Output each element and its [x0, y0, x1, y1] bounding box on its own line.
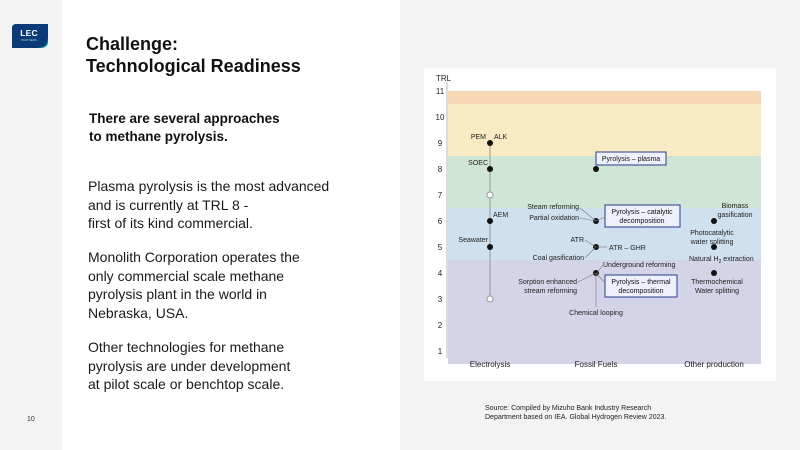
- source-line-2: Department based on IEA. Global Hydrogen Review 2023.: [485, 414, 667, 421]
- y-tick-label: 9: [437, 139, 443, 148]
- label-steam-reforming: Steam reforming: [527, 204, 579, 211]
- title-line-1: Challenge:: [86, 34, 179, 54]
- text-pyrolysis-thermal-2: decomposition: [618, 288, 664, 295]
- y-tick-label: 6: [437, 217, 443, 226]
- label-chemical-looping: Chemical looping: [569, 310, 623, 317]
- chart-point: [711, 270, 717, 276]
- y-tick-label: 1: [437, 347, 443, 356]
- label-atr-ghr: ATR – GHR: [609, 245, 646, 252]
- paragraph-plasma: [88, 177, 329, 233]
- para-line: Monolith Corporation operates the: [88, 249, 300, 265]
- x-category-label: Fossil Fuels: [574, 360, 618, 369]
- paragraph-other: [88, 338, 290, 394]
- text-pyrolysis-plasma: Pyrolysis – plasma: [601, 156, 661, 163]
- x-category-label: Other production: [684, 360, 744, 369]
- label-alk: ALK: [494, 134, 508, 141]
- title-line-2: Technological Readiness: [86, 56, 301, 76]
- text-pyrolysis-catalytic-1: Pyrolysis – catalytic: [611, 209, 673, 216]
- y-tick-label: 11: [435, 87, 445, 96]
- trl-band-4: [448, 91, 761, 104]
- text-pyrolysis-thermal-1: Pyrolysis – thermal: [611, 279, 671, 286]
- label-atr: ATR: [570, 237, 584, 244]
- label-partial-oxidation: Partial oxidation: [529, 215, 579, 222]
- para-line: Plasma pyrolysis is the most advanced: [88, 178, 330, 194]
- y-tick-label: 5: [437, 243, 443, 252]
- trl-chart: [424, 68, 776, 381]
- label-coal-gasification: Coal gasification: [532, 255, 584, 262]
- y-tick-label: 4: [437, 269, 443, 278]
- label-photocatalytic-2: water splitting: [690, 239, 734, 246]
- label-aem: AEM: [493, 212, 509, 219]
- chart-point-hollow: [487, 192, 493, 198]
- logo-subtext: PARTNERS: [20, 38, 38, 42]
- label-thermochemical-1: Thermochemical: [691, 279, 743, 286]
- label-seawater: Seawater: [458, 237, 488, 244]
- label-soec: SOEC: [468, 160, 488, 167]
- y-axis-label: TRL: [436, 74, 452, 83]
- label-sorption-1: Sorption enhanced: [518, 279, 577, 286]
- left-strip: [0, 0, 62, 450]
- label-sorption-2: stream reforming: [524, 288, 577, 295]
- subhead-line-2: to methane pyrolysis.: [89, 129, 228, 144]
- logo-text: LEC: [20, 28, 38, 38]
- page-title: [86, 33, 301, 77]
- chart-point: [711, 218, 717, 224]
- y-tick-label: 2: [437, 321, 443, 330]
- label-biomass-1: Biomass: [721, 203, 749, 210]
- para-line: and is currently at TRL 8 -: [88, 196, 249, 213]
- subheading: [89, 110, 280, 146]
- chart-point-hollow: [487, 296, 493, 302]
- page-number: 10: [27, 416, 35, 423]
- chart-point: [593, 166, 599, 172]
- subhead-line-1: There are several approaches: [89, 111, 280, 126]
- label-thermochemical-2: Water splitting: [694, 288, 740, 295]
- para-line: Other technologies for methane: [88, 339, 285, 355]
- y-tick-label: 8: [437, 165, 443, 174]
- para-line: Nebraska, USA.: [88, 304, 189, 321]
- lec-logo: [12, 24, 48, 48]
- label-underground-reforming: Underground reforming: [603, 262, 676, 269]
- y-tick-label: 7: [437, 191, 443, 200]
- para-line: first of its kind commercial.: [88, 215, 253, 231]
- label-natural-h2: Natural $H_2$ extraction: [689, 256, 754, 265]
- text-pyrolysis-catalytic-2: decomposition: [619, 218, 665, 225]
- label-pem: PEM: [470, 134, 486, 141]
- trl-band-3: [448, 104, 761, 156]
- para-line: at pilot scale or benchtop scale.: [88, 376, 285, 392]
- y-axis-ticks: [436, 87, 445, 356]
- label-biomass-2: gasification: [717, 212, 753, 219]
- y-tick-label: 10: [435, 113, 445, 122]
- trl-chart-card: [424, 68, 776, 381]
- label-photocatalytic-1: Photocatalytic: [690, 230, 734, 237]
- paragraph-monolith: [88, 248, 300, 322]
- source-line-1: Source: Compiled by Mizuho Bank Industry Research: [485, 405, 652, 412]
- para-line: only commercial scale methane: [88, 267, 285, 284]
- para-line: pyrolysis plant in the world in: [88, 286, 267, 302]
- para-line: pyrolysis are under development: [88, 357, 291, 374]
- source-note: [485, 404, 666, 422]
- chart-point: [487, 140, 493, 146]
- chart-point: [487, 244, 493, 250]
- y-tick-label: 3: [437, 295, 443, 304]
- x-category-label: Electrolysis: [469, 360, 511, 369]
